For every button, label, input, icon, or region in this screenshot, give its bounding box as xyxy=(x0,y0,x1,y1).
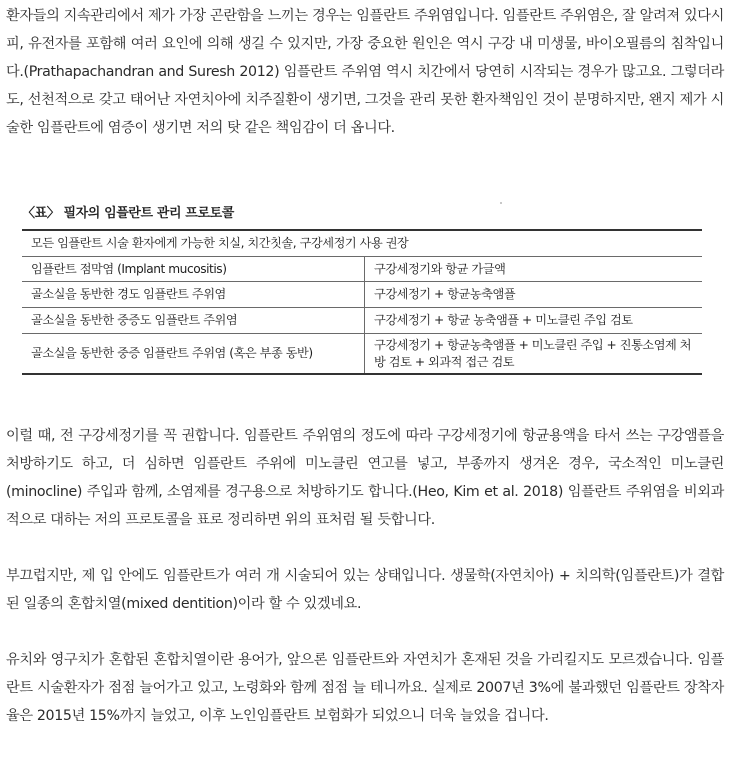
treatment-cell: 구강세정기 + 항균농축앰플 xyxy=(365,282,703,308)
paragraph-3: 부끄럽지만, 제 입 안에도 임플란트가 여러 개 시술되어 있는 상태입니다. 생물학(자연치아) + 치의학(임플란트)가 결합된 일종의 혼합치열(mixed dentition)이라 할 수 있겠네요. xyxy=(6,568,724,612)
protocol-table-block xyxy=(22,203,702,375)
protocol-table xyxy=(22,229,702,375)
condition-cell: 골소실을 동반한 중증 임플란트 주위염 (혹은 부종 동반) xyxy=(22,334,365,375)
table-row xyxy=(22,334,702,375)
table-header-row xyxy=(22,230,702,257)
treatment-cell: 구강세정기와 항균 가글액 xyxy=(365,257,703,282)
table-row xyxy=(22,282,702,308)
condition-cell: 골소실을 동반한 경도 임플란트 주위염 xyxy=(22,282,365,308)
paragraph-1: 환자들의 지속관리에서 제가 가장 곤란함을 느끼는 경우는 임플란트 주위염입니다. 임플란트 주위염은, 잘 알려져 있다시피, 유전자를 포함해 여러 요인에 의해 생길 수 있지만, 가장 중요한 원인은 역시 구강 내 미생물, 바이오필름의 침착입니다.(Prathapachandran and Suresh 2012) 임플란트 주위염 역시 치간에서 당연히 시작되는 경우가 많고요. 그렇더라도, 선천적으로 갖고 태어난 자연치아에 치주질환이 생기면, 그것을 관리 못한 환자책임인 것이 분명하지만, 왠지 제가 시술한 임플란트에 염증이 생기면 저의 탓 같은 책임감이 더 옵니다. xyxy=(6,8,724,136)
paragraph-2: 이럴 때, 전 구강세정기를 꼭 권합니다. 임플란트 주위염의 정도에 따라 구강세정기에 항균용액을 타서 쓰는 구강앰플을 처방하기도 하고, 더 심하면 임플란트 주위에 미노클린 연고를 넣고, 부종까지 생겨온 경우, 국소적인 미노클린(minocline) 주입과 함께, 소염제를 경구용으로 처방하기도 합니다.(Heo, Kim et al. 2018) 임플란트 주위염을 비외과적으로 대하는 저의 프로토콜을 표로 정리하면 위의 표처럼 될 듯합니다. xyxy=(6,428,724,528)
paragraph-4: 유치와 영구치가 혼합된 혼합치열이란 용어가, 앞으론 임플란트와 자연치가 혼재된 것을 가리킬지도 모르겠습니다. 임플란트 시술환자가 점점 늘어가고 있고, 노령화와 함께 점점 늘 테니까요. 실제로 2007년 3%에 불과했던 임플란트 장착자율은 2015년 15%까지 늘었고, 이후 노인임플란트 보험화가 되었으니 더욱 늘었을 겁니다. xyxy=(6,652,724,724)
treatment-cell: 구강세정기 + 항균 농축앰플 + 미노클린 주입 검토 xyxy=(365,308,703,334)
table-row xyxy=(22,257,702,282)
treatment-cell: 구강세정기 + 항균농축앰플 + 미노클린 주입 + 진통소염제 처방 검토 + 외과적 접근 검토 xyxy=(365,334,703,375)
condition-cell: 골소실을 동반한 중증도 임플란트 주위염 xyxy=(22,308,365,334)
condition-cell: 임플란트 점막염 (Implant mucositis) xyxy=(22,257,365,282)
table-header-cell: 모든 임플란트 시술 환자에게 가능한 치실, 치간칫솔, 구강세정기 사용 권장 xyxy=(22,230,702,257)
table-title: 〈표〉 필자의 임플란트 관리 프로토콜 xyxy=(22,206,234,221)
table-row xyxy=(22,308,702,334)
